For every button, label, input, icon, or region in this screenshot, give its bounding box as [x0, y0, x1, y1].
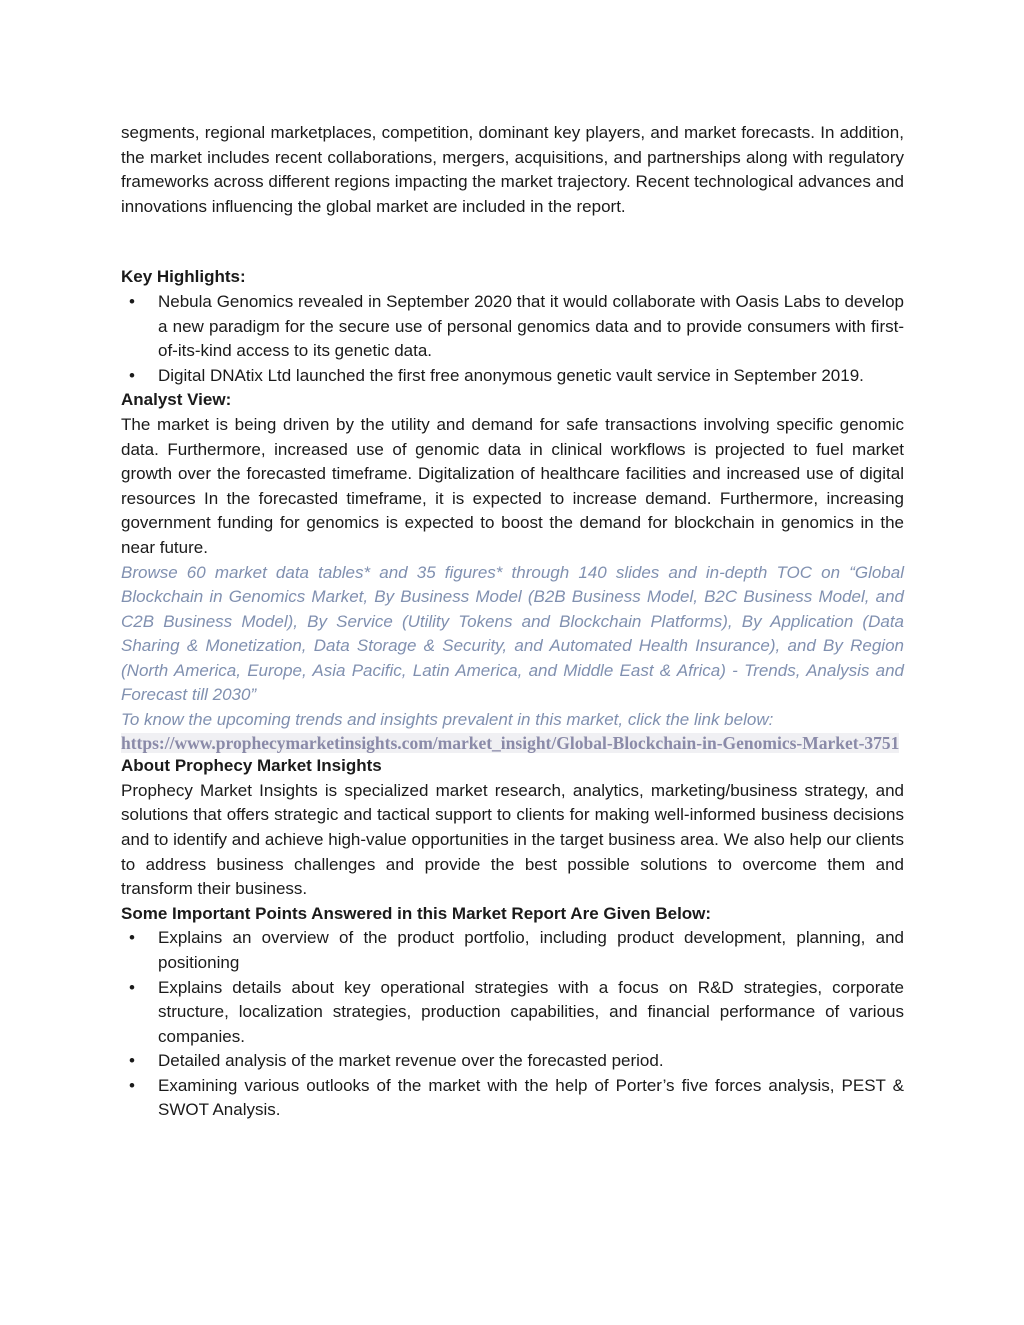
list-item: • Explains an overview of the product portfolio, including product development, planning, and positioning: [121, 926, 904, 975]
key-highlights-heading: Key Highlights:: [121, 267, 246, 287]
about-paragraph: Prophecy Market Insights is specialized market research, analytics, marketing/business strategy, and solutions that offers strategic and tactical support to clients for making well-informed business decisions and to identify and achieve high-value opportunities in the target business area. We also help our clients to address business challenges and provide the best possible solutions to overcome them and transform their business.: [121, 780, 904, 899]
report-link[interactable]: [121, 733, 904, 755]
link-cta-text: To know the upcoming trends and insights prevalent in this market, click the link below:: [121, 710, 774, 730]
key-highlights-list: [121, 290, 904, 388]
browse-report-paragraph: Browse 60 market data tables* and 35 figures* through 140 slides and in-depth TOC on “Global Blockchain in Genomics Market, By Business Model (B2B Business Model, B2C Business Model, and C2B Business Model), By Service (Utility Tokens and Blockchain Platforms), By Application (Data Sharing & Monetization, Data Storage & Security, and Automated Health Insurance), and By Region (North America, Europe, Asia Pacific, Latin America, and Middle East & Africa) - Trends, Analysis and Forecast till 2030”: [121, 562, 904, 705]
list-item: • Examining various outlooks of the market with the help of Porter’s five forces analysis, PEST & SWOT Analysis.: [121, 1074, 904, 1123]
important-points-list: [121, 926, 904, 1123]
about-heading: About Prophecy Market Insights: [121, 756, 382, 776]
list-item: • Explains details about key operational strategies with a focus on R&D strategies, corporate structure, localization strategies, production capabilities, and financial performance of various companies.: [121, 976, 904, 1050]
document-page: [121, 121, 904, 1123]
important-points-heading: Some Important Points Answered in this Market Report Are Given Below:: [121, 903, 712, 923]
list-item: • Detailed analysis of the market revenue over the forecasted period.: [121, 1049, 904, 1074]
section-spacer: [121, 219, 904, 265]
report-link-text: https://www.prophecymarketinsights.com/market_insight/Global-Blockchain-in-Genomics-Market-3751: [121, 732, 900, 753]
list-item: • Digital DNAtix Ltd launched the first free anonymous genetic vault service in September 2019.: [121, 364, 904, 389]
analyst-view-paragraph: The market is being driven by the utility and demand for safe transactions involving specific genomic data. Furthermore, increased use of genomic data in clinical workflows is projected to fuel market growth over the forecasted timeframe. Digitalization of healthcare facilities and increased use of digital resources In the forecasted timeframe, it is expected to increase demand. Furthermore, increasing government funding for genomics is expected to boost the demand for blockchain in genomics in the near future.: [121, 414, 904, 557]
list-item: • Nebula Genomics revealed in September 2020 that it would collaborate with Oasis Labs to develop a new paradigm for the secure use of personal genomics data and to provide consumers with first-of-its-kind access to its genetic data.: [121, 290, 904, 364]
intro-paragraph: segments, regional marketplaces, competition, dominant key players, and market forecasts. In addition, the market includes recent collaborations, mergers, acquisitions, and partnerships along with regulatory frameworks across different regions impacting the market trajectory. Recent technological advances and innovations influencing the global market are included in the report.: [121, 123, 904, 216]
analyst-view-heading: Analyst View:: [121, 390, 232, 410]
